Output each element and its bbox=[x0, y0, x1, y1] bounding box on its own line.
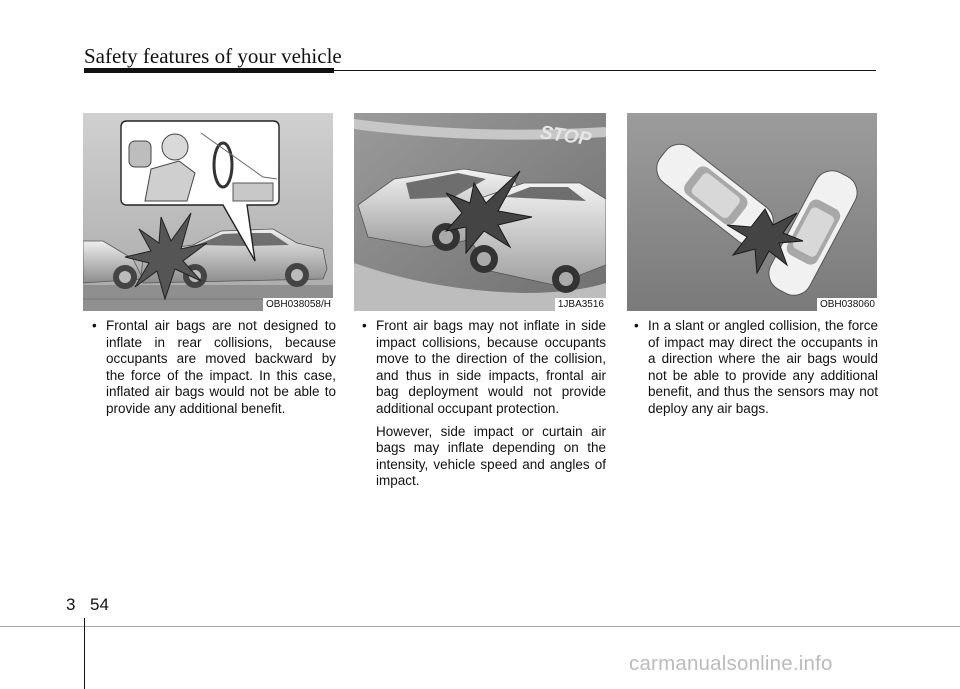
bullet-angled-collision: • In a slant or angled collision, the force of impact may direct the occupants in a direction where the air bags would not be able to provide any additional benefit, and thus the sensors may not deploy any air bags. bbox=[626, 318, 878, 418]
figure-side-impact bbox=[354, 113, 606, 311]
road-stop-marking: STOP bbox=[538, 122, 593, 151]
watermark: carmanualsonline.info bbox=[629, 652, 833, 675]
figure-code: 1JBA3516 bbox=[555, 298, 606, 311]
side-impact-illustration bbox=[354, 113, 606, 311]
text-column-rear bbox=[84, 318, 336, 418]
figure-code: OBH038058/H bbox=[263, 298, 333, 311]
paragraph-side-curtain: However, side impact or curtain air bags may inflate depending on the intensity, vehicle speed and angles of impact. bbox=[376, 423, 606, 489]
angled-collision-illustration bbox=[627, 113, 877, 311]
figure-angled-collision bbox=[627, 113, 877, 311]
rear-collision-illustration bbox=[83, 113, 333, 311]
bullet-side-impact: • Front air bags may not inflate in side impact collisions, because occupants move to the direction of the collision, and thus in side impacts, frontal air bag deployment would not provide additional occupant protection. bbox=[354, 318, 606, 418]
bullet-rear-collision: • Frontal air bags are not designed to inflate in rear collisions, because occupants are moved backward by the force of the impact. In this case, inflated air bags would not be able to provide any additional benefit. bbox=[84, 318, 336, 418]
footer-rule bbox=[0, 626, 960, 627]
chapter-number: 3 bbox=[66, 595, 76, 614]
figure-code: OBH038060 bbox=[817, 298, 877, 311]
page-number: 54 bbox=[90, 595, 109, 614]
footer-divider bbox=[84, 618, 85, 689]
section-title: Safety features of your vehicle bbox=[84, 44, 342, 68]
header-rule-thick bbox=[84, 68, 334, 73]
header-rule-thin bbox=[334, 70, 876, 71]
text-column-angled bbox=[626, 318, 878, 418]
text-column-side bbox=[354, 318, 606, 490]
figure-rear-collision bbox=[83, 113, 333, 311]
